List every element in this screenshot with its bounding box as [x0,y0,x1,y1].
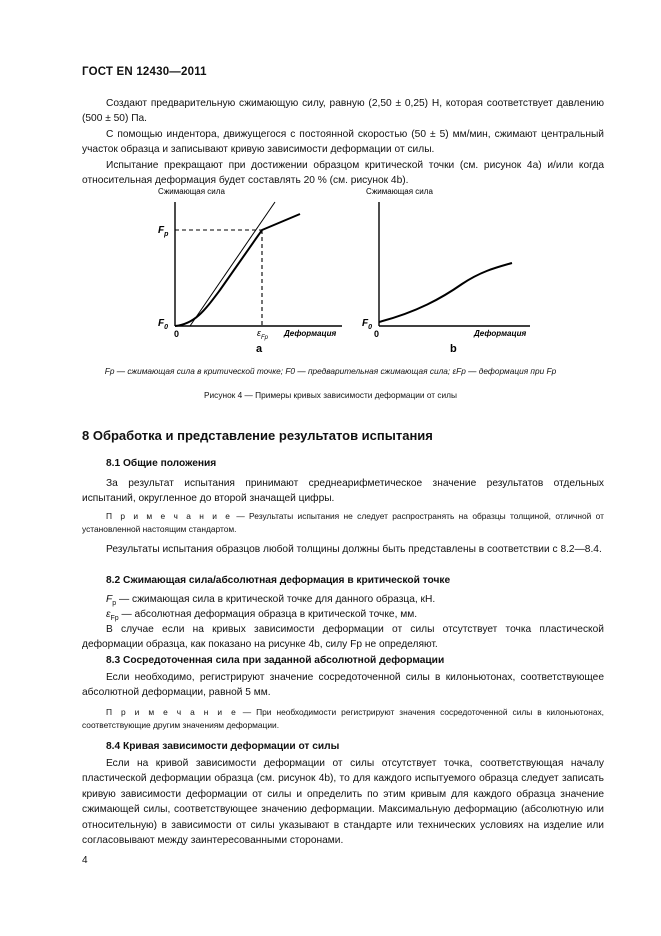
section-8-2-paragraph: В случае если на кривых зависимости деформации от силы отсутствует точка пластической деформации образца, как показано на рисунке 4b, силу Fp не определяют. [82,624,604,651]
section-8-3-note [82,706,604,732]
section-8-1-paragraph: За результат испытания принимают среднеарифметическое значение результатов отдельных испытаний, округленное до второй значащей цифры. [82,478,604,505]
intro-paragraph-3: Испытание прекращают при достижении образцом критической точки (см. рисунок 4a) и/или когда относительная деформация будет составлять 20 % (см. рисунок 4b). [82,160,604,187]
figure-legend: Fp — сжимающая сила в критической точке; F0 — предварительная сжимающая сила; εFp — деформация при Fp [104,366,557,376]
section-8-1-note [82,510,604,536]
eps-symbol: ε [106,609,111,620]
figure-4b [362,180,532,356]
fig-a-eps-label: $\varepsilon_{Fp}$ [257,328,268,341]
fig-a-letter: a [256,343,263,355]
fp-definition: — сжимающая сила в критической точке для данного образца, кН. [116,594,436,605]
figure-4a [150,180,360,356]
fig-b-f0-label: $F_0$ [362,318,373,331]
section-8-1-title: 8.1 Общие положения [106,458,217,469]
page-number: 4 [82,855,88,866]
fig-a-origin: 0 [174,329,180,339]
eps-definition: — абсолютная деформация образца в критической точке, мм. [118,609,418,620]
fig-a-ylabel: Сжимающая сила [158,187,225,196]
fig-a-f0-label: $F_0$ [158,318,169,331]
section-8-3-title: 8.3 Сосредоточенная сила при заданной абсолютной деформации [106,655,445,666]
fig-b-curve [379,263,512,322]
note-label: П р и м е ч а н и е [106,511,232,521]
section-8-4-title: 8.4 Кривая зависимости деформации от силы [106,741,340,752]
fig-a-xlabel: Деформация [284,329,337,338]
fig-b-ylabel: Сжимающая сила [366,187,433,196]
fp-symbol: F [106,594,113,605]
section-8-1-paragraph-2: Результаты испытания образцов любой толщины должны быть представлены в соответствии с 8.2—8.4. [106,544,602,555]
section-8-title: 8 Обработка и представление результатов испытания [82,428,433,443]
note-label: П р и м е ч а н и е [106,707,238,717]
figure-caption: Рисунок 4 — Примеры кривых зависимости деформации от силы [204,390,457,400]
section-8-4-paragraph: Если на кривой зависимости деформации от силы отсутствует точка, соответствующая началу пластической деформации образца (см. рисунок 4b), то для каждого испытуемого образца следует записать кривую зависимости деформации от силы и определить по этим кривым для каждого образца значение сжимающей силы, соответствующее значению деформации. Максимальную деформацию (абсолютную или относительную) в зависимости от силы указывают в стандарте или технических условиях на изделие или согласовывают между заинтересованными сторонами. [82,758,604,847]
fp-subscript: p [112,600,117,608]
fig-b-xlabel: Деформация [474,329,527,338]
fig-b-origin: 0 [374,329,380,339]
intro-paragraph-1: Создают предварительную сжимающую силу, равную (2,50 ± 0,25) Н, которая соответствует давлению (500 ± 50) Па. [82,98,604,125]
note-text: — При необходимости регистрируют значения сосредоточенной силы в килоньютонах, соответствующие другим значениям деформации. [82,707,604,730]
document-header: ГОСТ EN 12430—2011 [82,66,207,78]
fig-a-fp-label: $F_p$ [158,225,169,238]
fig-a-curve [175,214,300,326]
eps-subscript: Fp [110,615,119,623]
intro-paragraph-2: С помощью индентора, движущегося с постоянной скоростью (50 ± 5) мм/мин, сжимают центральный участок образца и записывают кривую зависимости деформации от силы. [82,129,604,156]
note-text: — Результаты испытания не следует распространять на образцы толщиной, отличной от установленной настоящим стандартом. [82,511,604,534]
fig-b-letter: b [450,343,457,355]
section-8-2-title: 8.2 Сжимающая сила/абсолютная деформация в критической точке [106,575,451,586]
section-8-3-paragraph: Если необходимо, регистрируют значение сосредоточенной силы в килоньютонах, соответствующее абсолютной деформации, равной 5 мм. [82,672,604,699]
